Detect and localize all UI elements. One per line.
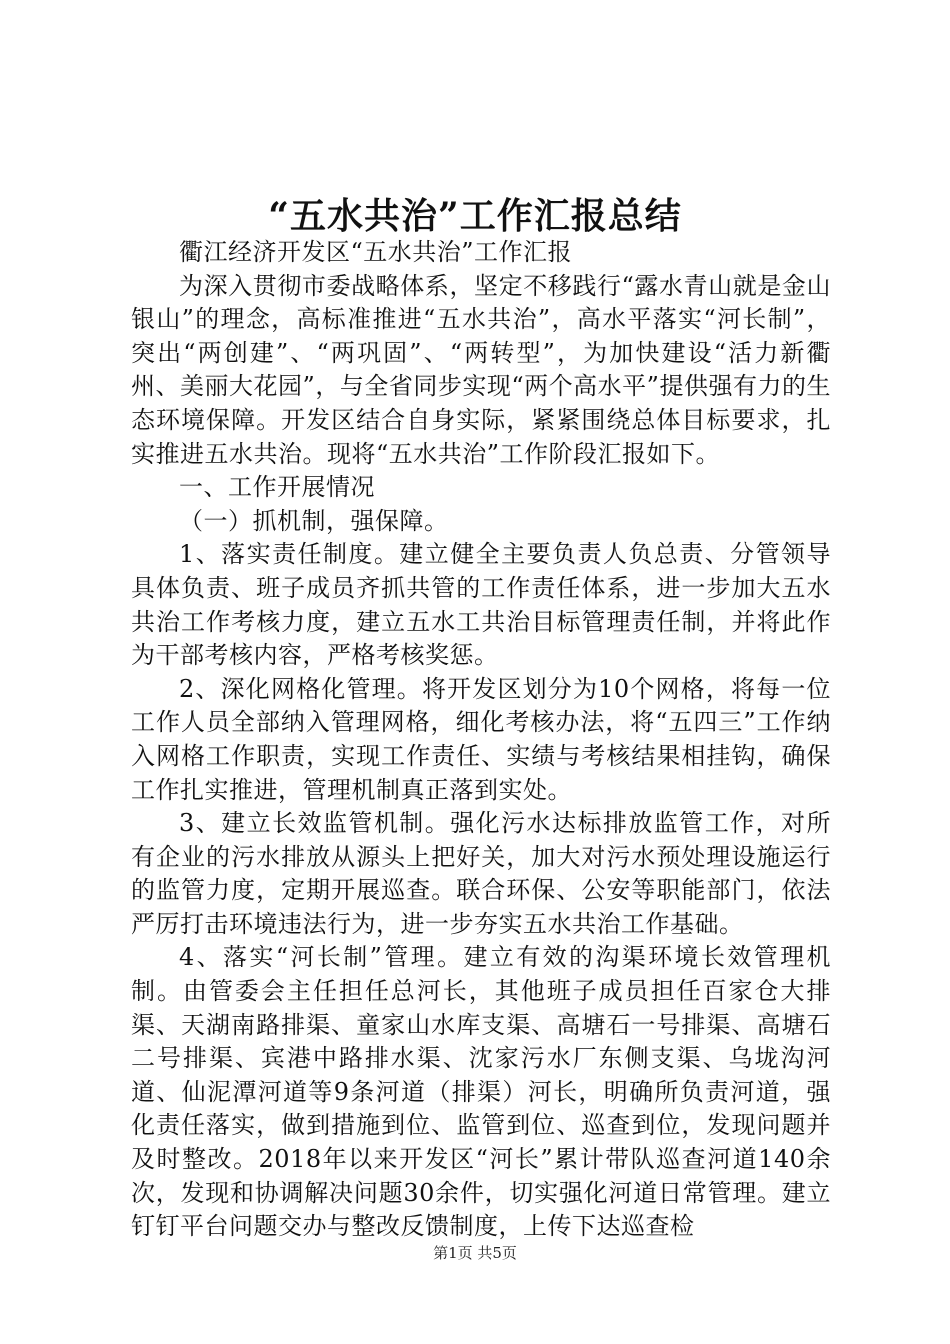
section-heading: 一、工作开展情况: [179, 473, 375, 502]
paragraph-item-1: 1、落实责任制度。建立健全主要负责人负总责、分管领导具体负责、班子成员齐抓共管的工作责任体系，进一步加大五水共治工作考核力度，建立五水工共治目标管理责任制，并将此作为干部考核内容，严格考核奖惩。: [131, 540, 831, 670]
page-footer: 第1页 共5页: [433, 1244, 517, 1262]
paragraph-item-2: 2、深化网格化管理。将开发区划分为10个网格，将每一位工作人员全部纳入管理网格，细化考核办法，将“五四三”工作纳入网格工作职责，实现工作责任、实绩与考核结果相挂钩，确保工作扎实推进，管理机制真正落到实处。: [131, 674, 831, 804]
subsection-heading: （一）抓机制，强保障。: [179, 506, 449, 535]
paragraph-item-3: 3、建立长效监管机制。强化污水达标排放监管工作，对所有企业的污水排放从源头上把好关，加大对污水预处理设施运行的监管力度，定期开展巡查。联合环保、公安等职能部门，依法严厉打击环境违法行为，进一步夯实五水共治工作基础。: [131, 809, 831, 938]
paragraph-item-4: 4、落实“河长制”管理。建立有效的沟渠环境长效管理机制。由管委会主任担任总河长，其他班子成员担任百家仓大排渠、天湖南路排渠、童家山水库支渠、高塘石一号排渠、高塘石二号排渠、宾港中路排水渠、沈家污水厂东侧支渠、乌垅沟河道、仙泥潭河道等9条河道（排渠）河长，明确所负责河道，强化责任落实，做到措施到位、监管到位、巡查到位，发现问题并及时整改。2018年以来开发区“河长”累计带队巡查河道140余次，发现和协调解决问题30余件，切实强化河道日常管理。建立钉钉平台问题交办与整改反馈制度，上传下达巡查检: [131, 943, 831, 1241]
paragraph-heading-line: 衢江经济开发区“五水共治”工作汇报: [179, 238, 573, 266]
document-title: “五水共治”工作汇报总结: [268, 195, 682, 237]
paragraph-intro: 为深入贯彻市委战略体系，坚定不移践行“露水青山就是金山银山”的理念，高标准推进“五水共治”，高水平落实“河长制”，突出“两创建”、“两巩固”、“两转型”，为加快建设“活力新衢州、美丽大花园”，与全省同步实现“两个高水平”提供强有力的生态环境保障。开发区结合自身实际，紧紧围绕总体目标要求，扎实推进五水共治。现将“五水共治”工作阶段汇报如下。: [131, 271, 831, 468]
document-body: [131, 236, 831, 1244]
